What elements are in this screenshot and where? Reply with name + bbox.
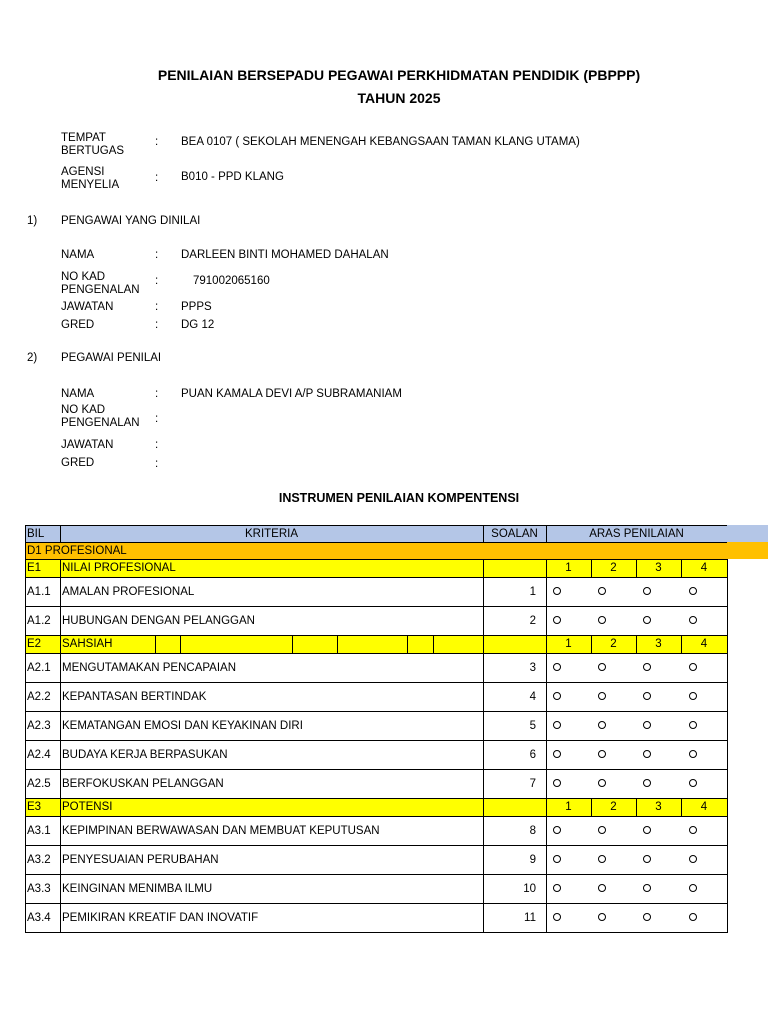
colon: : [155, 301, 159, 313]
rating-radio-2[interactable] [598, 913, 606, 921]
item-question-number: 1 [529, 585, 536, 598]
table-rule [483, 798, 484, 816]
section1-number: 1) [27, 215, 38, 227]
item-question-number: 3 [529, 661, 536, 674]
agensi-label-line1: AGENSI [61, 166, 105, 178]
table-rule [60, 711, 61, 740]
rating-radio-4[interactable] [689, 721, 697, 729]
item-name: BERFOKUSKAN PELANGGAN [62, 777, 224, 790]
table-rule [483, 769, 484, 798]
item-question-number: 9 [529, 853, 536, 866]
item-code: A1.1 [27, 585, 51, 598]
rating-radio-4[interactable] [689, 663, 697, 671]
s2-nokad-label [61, 404, 159, 430]
group-code: E2 [27, 638, 42, 650]
colon: : [155, 439, 159, 451]
item-code: A2.5 [27, 777, 51, 790]
table-rule [60, 577, 61, 606]
rating-radio-2[interactable] [598, 884, 606, 892]
rating-radio-2[interactable] [598, 779, 606, 787]
table-rule [25, 874, 727, 875]
item-name: PENYESUAIAN PERUBAHAN [62, 853, 219, 866]
table-rule [483, 606, 484, 635]
s1-gred-value: DG 12 [181, 319, 215, 331]
tempat-bertugas-value: BEA 0107 ( SEKOLAH MENENGAH KEBANGSAAN TAMAN KLANG UTAMA) [181, 136, 580, 148]
item-name: PEMIKIRAN KREATIF DAN INOVATIF [62, 911, 259, 924]
header-aras: ARAS PENILAIAN [589, 527, 684, 540]
item-question-number: 8 [529, 824, 536, 837]
rating-radio-1[interactable] [553, 779, 561, 787]
rating-radio-4[interactable] [689, 587, 697, 595]
rating-radio-1[interactable] [553, 855, 561, 863]
rating-radio-2[interactable] [598, 616, 606, 624]
table-rule [25, 932, 727, 933]
item-code: A3.3 [27, 882, 51, 895]
table-rule [25, 845, 727, 846]
rating-radio-3[interactable] [643, 826, 651, 834]
s1-nokad-line2: PENGENALAN [61, 284, 140, 296]
rating-radio-2[interactable] [598, 826, 606, 834]
rating-radio-3[interactable] [643, 616, 651, 624]
table-rule [25, 635, 727, 636]
rating-radio-1[interactable] [553, 750, 561, 758]
table-rule [546, 711, 547, 740]
colon: : [155, 249, 159, 261]
item-question-number: 6 [529, 748, 536, 761]
item-name: BUDAYA KERJA BERPASUKAN [62, 748, 228, 761]
table-rule [546, 559, 547, 577]
item-question-number: 10 [523, 882, 536, 895]
s2-nama-value: PUAN KAMALA DEVI A/P SUBRAMANIAM [181, 388, 402, 400]
table-rule [60, 606, 61, 635]
table-rule [483, 682, 484, 711]
table-rule [155, 635, 156, 653]
rating-radio-2[interactable] [598, 721, 606, 729]
item-code: A2.4 [27, 748, 51, 761]
table-rule [546, 635, 547, 653]
s2-jawatan-label: JAWATAN [61, 439, 114, 451]
header-kriteria: KRITERIA [244, 527, 299, 540]
table-rule [60, 903, 61, 932]
level-header-4: 4 [700, 801, 708, 813]
table-rule [546, 874, 547, 903]
group-name: NILAI PROFESIONAL [62, 562, 176, 574]
table-rule [546, 740, 547, 769]
s1-nokad-label [61, 271, 159, 297]
s2-nama-label: NAMA [61, 388, 95, 400]
table-rule [25, 653, 727, 654]
item-code: A3.2 [27, 853, 51, 866]
s1-gred-label: GRED [61, 319, 95, 331]
colon: : [155, 319, 159, 331]
colon: : [155, 388, 159, 400]
rating-radio-4[interactable] [689, 750, 697, 758]
rating-radio-2[interactable] [598, 692, 606, 700]
table-rule [483, 577, 484, 606]
item-name: MENGUTAMAKAN PENCAPAIAN [62, 661, 237, 674]
table-rule [25, 798, 727, 799]
rating-radio-1[interactable] [553, 884, 561, 892]
section1-heading: PENGAWAI YANG DINILAI [61, 215, 201, 227]
rating-radio-3[interactable] [643, 779, 651, 787]
group-name: SAHSIAH [62, 638, 113, 650]
table-rule [60, 559, 61, 577]
rating-radio-3[interactable] [643, 913, 651, 921]
table-rule [25, 769, 727, 770]
table-rule [483, 874, 484, 903]
level-header-1: 1 [565, 562, 572, 574]
table-rule [25, 711, 727, 712]
rating-radio-3[interactable] [643, 587, 651, 595]
table-rule [60, 798, 61, 816]
item-code: A2.2 [27, 690, 51, 703]
table-rule [60, 769, 61, 798]
rating-radio-3[interactable] [643, 721, 651, 729]
agensi-menyelia-value: B010 - PPD KLANG [181, 171, 284, 183]
rating-radio-1[interactable] [553, 663, 561, 671]
table-rule [483, 635, 484, 653]
table-rule [60, 874, 61, 903]
rating-radio-3[interactable] [643, 750, 651, 758]
level-header-1: 1 [565, 638, 572, 650]
page-subtitle-year: TAHUN 2025 [357, 90, 441, 106]
section2-number: 2) [27, 352, 38, 364]
colon: : [155, 275, 159, 287]
table-rule [483, 740, 484, 769]
table-rule [483, 816, 484, 845]
s1-jawatan-label: JAWATAN [61, 301, 114, 313]
item-code: A2.3 [27, 719, 51, 732]
table-rule [60, 653, 61, 682]
rating-radio-4[interactable] [689, 616, 697, 624]
table-rule [546, 798, 547, 816]
rating-radio-4[interactable] [689, 884, 697, 892]
item-question-number: 7 [529, 777, 536, 790]
agensi-label-line2: MENYELIA [61, 179, 120, 191]
tempat-bertugas-label [61, 132, 159, 158]
item-question-number: 2 [529, 614, 536, 627]
table-rule [546, 845, 547, 874]
level-header-4: 4 [700, 638, 708, 650]
level-header-3: 3 [655, 638, 662, 650]
group-code: E3 [27, 801, 42, 813]
item-code: A1.2 [27, 614, 51, 627]
level-header-3: 3 [655, 562, 662, 574]
table-rule [483, 559, 484, 577]
item-code: A3.4 [27, 911, 51, 924]
table-rule [407, 635, 408, 653]
rating-radio-1[interactable] [553, 913, 561, 921]
rating-radio-1[interactable] [553, 721, 561, 729]
section2-heading: PEGAWAI PENILAI [61, 352, 162, 364]
rating-radio-4[interactable] [689, 826, 697, 834]
colon: : [155, 172, 159, 184]
table-rule [483, 711, 484, 740]
rating-radio-3[interactable] [643, 692, 651, 700]
table-rule [25, 525, 727, 526]
table-rule [60, 845, 61, 874]
table-rule [546, 816, 547, 845]
group-code: E1 [27, 562, 42, 574]
instrument-title: INSTRUMEN PENILAIAN KOMPENTENSI [278, 491, 520, 505]
table-rule [546, 903, 547, 932]
table-rule [25, 682, 727, 683]
page-title: PENILAIAN BERSEPADU PEGAWAI PERKHIDMATAN PENDIDIK (PBPPP) [157, 67, 641, 83]
level-header-3: 3 [655, 801, 662, 813]
colon: : [155, 136, 159, 148]
table-rule [483, 845, 484, 874]
group-name: POTENSI [62, 801, 113, 813]
item-name: HUBUNGAN DENGAN PELANGGAN [62, 614, 255, 627]
table-rule [25, 903, 727, 904]
level-header-4: 4 [700, 562, 708, 574]
table-rule [60, 525, 61, 542]
table-rule [546, 769, 547, 798]
table-rule [25, 559, 727, 560]
item-name: KEMATANGAN EMOSI DAN KEYAKINAN DIRI [62, 719, 303, 732]
s1-jawatan-value: PPPS [181, 301, 212, 313]
rating-radio-3[interactable] [643, 884, 651, 892]
level-header-2: 2 [610, 562, 617, 574]
table-rule [25, 606, 727, 607]
level-header-1: 1 [565, 801, 572, 813]
item-code: A2.1 [27, 661, 51, 674]
s2-nokad-line2: PENGENALAN [61, 417, 140, 429]
s1-nama-label: NAMA [61, 249, 95, 261]
item-name: KEINGINAN MENIMBA ILMU [62, 882, 213, 895]
table-rule [25, 816, 727, 817]
rating-radio-3[interactable] [643, 663, 651, 671]
colon: : [155, 458, 159, 470]
header-soalan: SOALAN [491, 527, 538, 540]
table-rule [60, 682, 61, 711]
table-rule [546, 577, 547, 606]
item-question-number: 11 [524, 911, 536, 924]
rating-radio-2[interactable] [598, 750, 606, 758]
s1-nama-value: DARLEEN BINTI MOHAMED DAHALAN [181, 249, 389, 261]
item-name: AMALAN PROFESIONAL [62, 585, 195, 598]
table-rule [546, 682, 547, 711]
table-rule [483, 653, 484, 682]
rating-radio-4[interactable] [689, 779, 697, 787]
table-rule [25, 525, 26, 933]
table-rule [337, 635, 338, 653]
rating-radio-4[interactable] [689, 913, 697, 921]
rating-radio-1[interactable] [553, 826, 561, 834]
table-rule [433, 635, 434, 653]
level-header-2: 2 [610, 801, 617, 813]
s2-nokad-line1: NO KAD [61, 404, 106, 416]
s1-nokad-line1: NO KAD [61, 271, 106, 283]
rating-radio-1[interactable] [553, 587, 561, 595]
tempat-label-line2: BERTUGAS [61, 145, 125, 157]
table-rule [546, 525, 547, 542]
domain-label: D1 PROFESIONAL [27, 544, 127, 557]
table-rule [180, 635, 181, 653]
table-rule [25, 542, 727, 543]
rating-radio-1[interactable] [553, 616, 561, 624]
s1-nokad-value: 791002065160 [193, 275, 270, 287]
rating-radio-4[interactable] [689, 855, 697, 863]
table-rule [60, 816, 61, 845]
table-rule [25, 577, 727, 578]
table-rule [546, 606, 547, 635]
rating-radio-2[interactable] [598, 587, 606, 595]
header-bil: BIL [27, 527, 45, 540]
table-rule [727, 559, 728, 933]
level-header-2: 2 [610, 638, 617, 650]
item-code: A3.1 [27, 824, 51, 837]
rating-radio-2[interactable] [598, 663, 606, 671]
item-question-number: 5 [529, 719, 536, 732]
item-name: KEPANTASAN BERTINDAK [62, 690, 207, 703]
table-rule [60, 635, 61, 653]
agensi-menyelia-label [61, 166, 159, 192]
rating-radio-2[interactable] [598, 855, 606, 863]
table-rule [483, 903, 484, 932]
rating-radio-4[interactable] [689, 692, 697, 700]
s2-gred-label: GRED [61, 457, 95, 469]
table-rule [60, 740, 61, 769]
rating-radio-3[interactable] [643, 855, 651, 863]
table-rule [292, 635, 293, 653]
rating-radio-1[interactable] [553, 692, 561, 700]
colon: : [155, 413, 159, 425]
table-rule [483, 525, 484, 542]
tempat-label-line1: TEMPAT [61, 132, 106, 144]
table-rule [546, 653, 547, 682]
item-name: KEPIMPINAN BERWAWASAN DAN MEMBUAT KEPUTUSAN [62, 824, 380, 837]
table-rule [25, 740, 727, 741]
item-question-number: 4 [529, 690, 536, 703]
